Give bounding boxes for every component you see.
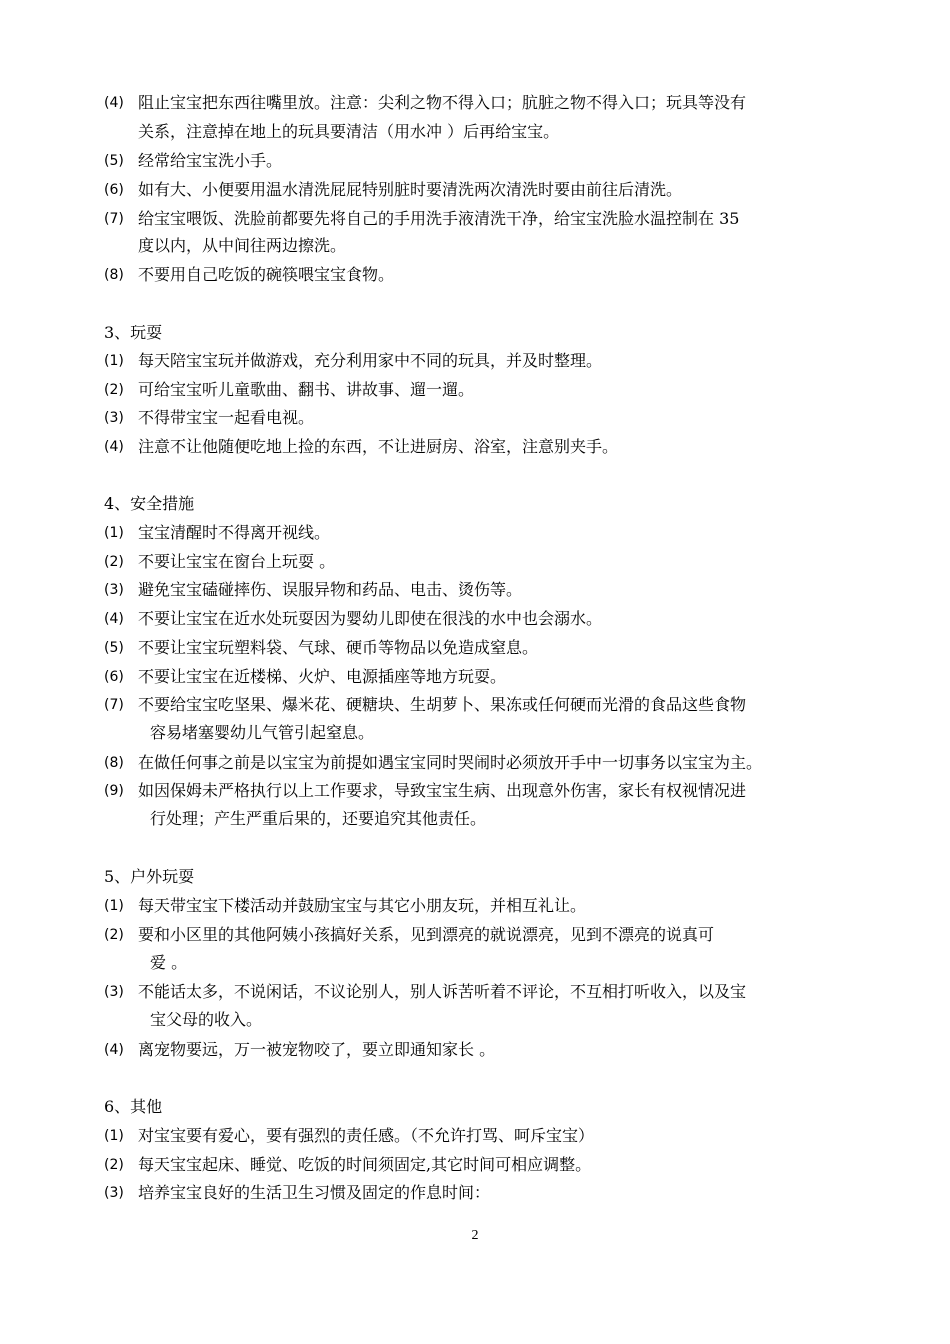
item-text: 每天陪宝宝玩并做游戏，充分利用家中不同的玩具，并及时整理。	[138, 351, 603, 370]
section-heading: 5、户外玩耍	[104, 867, 195, 886]
item-number: (1)	[104, 898, 124, 914]
item-number: (6)	[104, 669, 124, 685]
item-text: 要和小区里的其他阿姨小孩搞好关系，见到漂亮的就说漂亮，见到不漂亮的说真可	[138, 925, 715, 944]
item-text: 不要让宝宝在近楼梯、火炉、电源插座等地方玩耍。	[138, 667, 507, 686]
item-text: 不要用自己吃饭的碗筷喂宝宝食物。	[138, 265, 395, 284]
item-number: (2)	[104, 1157, 124, 1173]
item-text: 不能话太多，不说闲话，不议论别人，别人诉苦听着不评论，不互相打听收入，以及宝	[138, 982, 747, 1001]
item-text: 每天带宝宝下楼活动并鼓励宝宝与其它小朋友玩，并相互礼让。	[138, 896, 587, 915]
item-number: (2)	[104, 382, 124, 398]
item-text: 阻止宝宝把东西往嘴里放。注意：尖利之物不得入口；肮脏之物不得入口；玩具等没有	[138, 93, 747, 112]
item-text-continued: 容易堵塞婴幼儿气管引起窒息。	[150, 723, 375, 742]
item-number: (8)	[104, 755, 124, 771]
item-text: 不要让宝宝在近水处玩耍因为婴幼儿即使在很浅的水中也会溺水。	[138, 609, 603, 628]
item-number: (9)	[104, 783, 124, 799]
item-text: 培养宝宝良好的生活卫生习惯及固定的作息时间：	[138, 1183, 491, 1202]
item-number: (5)	[104, 640, 124, 656]
item-text-continued: 爱 。	[150, 953, 188, 972]
item-text: 不要给宝宝吃坚果、爆米花、硬糖块、生胡萝卜、果冻或任何硬而光滑的食品这些食物	[138, 695, 747, 714]
item-text: 离宠物要远，万一被宠物咬了，要立即通知家长 。	[138, 1040, 496, 1059]
item-number: (1)	[104, 353, 124, 369]
item-text-continued: 关系，注意掉在地上的玩具要清洁（用水冲 ）后再给宝宝。	[138, 122, 560, 141]
item-number: (3)	[104, 410, 124, 426]
item-text-continued: 行处理；产生严重后果的，还要追究其他责任。	[150, 809, 487, 828]
item-text: 对宝宝要有爱心，要有强烈的责任感。（不允许打骂、呵斥宝宝）	[138, 1126, 595, 1145]
item-number: (2)	[104, 554, 124, 570]
item-text: 不要让宝宝在窗台上玩耍 。	[138, 552, 336, 571]
item-number: (3)	[104, 1185, 124, 1201]
item-text: 避免宝宝磕碰摔伤、误服异物和药品、电击、烫伤等。	[138, 580, 523, 599]
section-heading: 6、其他	[104, 1097, 163, 1116]
item-text: 经常给宝宝洗小手。	[138, 151, 283, 170]
item-text-continued: 宝父母的收入。	[150, 1010, 263, 1029]
item-text: 给宝宝喂饭、洗脸前都要先将自己的手用洗手液清洗干净，给宝宝洗脸水温控制在 35	[138, 209, 740, 228]
item-text: 注意不让他随便吃地上捡的东西，不让进厨房、浴室，注意别夹手。	[138, 437, 619, 456]
item-text: 每天宝宝起床、睡觉、吃饭的时间须固定,其它时间可相应调整。	[138, 1155, 592, 1174]
item-text: 在做任何事之前是以宝宝为前提如遇宝宝同时哭闹时必须放开手中一切事务以宝宝为主。	[138, 753, 763, 772]
item-number: (3)	[104, 582, 124, 598]
item-number: (8)	[104, 267, 124, 283]
item-number: (7)	[104, 211, 124, 227]
item-text: 如有大、小便要用温水清洗屁屁特别脏时要清洗两次清洗时要由前往后清洗。	[138, 180, 683, 199]
item-text-continued: 度以内，从中间往两边擦洗。	[138, 236, 347, 255]
item-text: 可给宝宝听儿童歌曲、翻书、讲故事、遛一遛。	[138, 380, 475, 399]
item-number: (1)	[104, 525, 124, 541]
item-number: (4)	[104, 95, 124, 111]
item-number: (4)	[104, 439, 124, 455]
item-number: (3)	[104, 984, 124, 1000]
item-number: (2)	[104, 927, 124, 943]
item-number: (4)	[104, 611, 124, 627]
section-heading: 4、安全措施	[104, 494, 195, 513]
item-number: (7)	[104, 697, 124, 713]
item-text: 宝宝清醒时不得离开视线。	[138, 523, 331, 542]
item-number: (1)	[104, 1128, 124, 1144]
item-text: 不得带宝宝一起看电视。	[138, 408, 315, 427]
item-number: (6)	[104, 182, 124, 198]
item-text: 不要让宝宝玩塑料袋、气球、硬币等物品以免造成窒息。	[138, 638, 539, 657]
section-heading: 3、玩耍	[104, 323, 163, 342]
item-number: (5)	[104, 153, 124, 169]
item-number: (4)	[104, 1042, 124, 1058]
item-text: 如因保姆未严格执行以上工作要求，导致宝宝生病、出现意外伤害，家长有权视情况进	[138, 781, 747, 800]
page-number: 2	[471, 1228, 479, 1243]
